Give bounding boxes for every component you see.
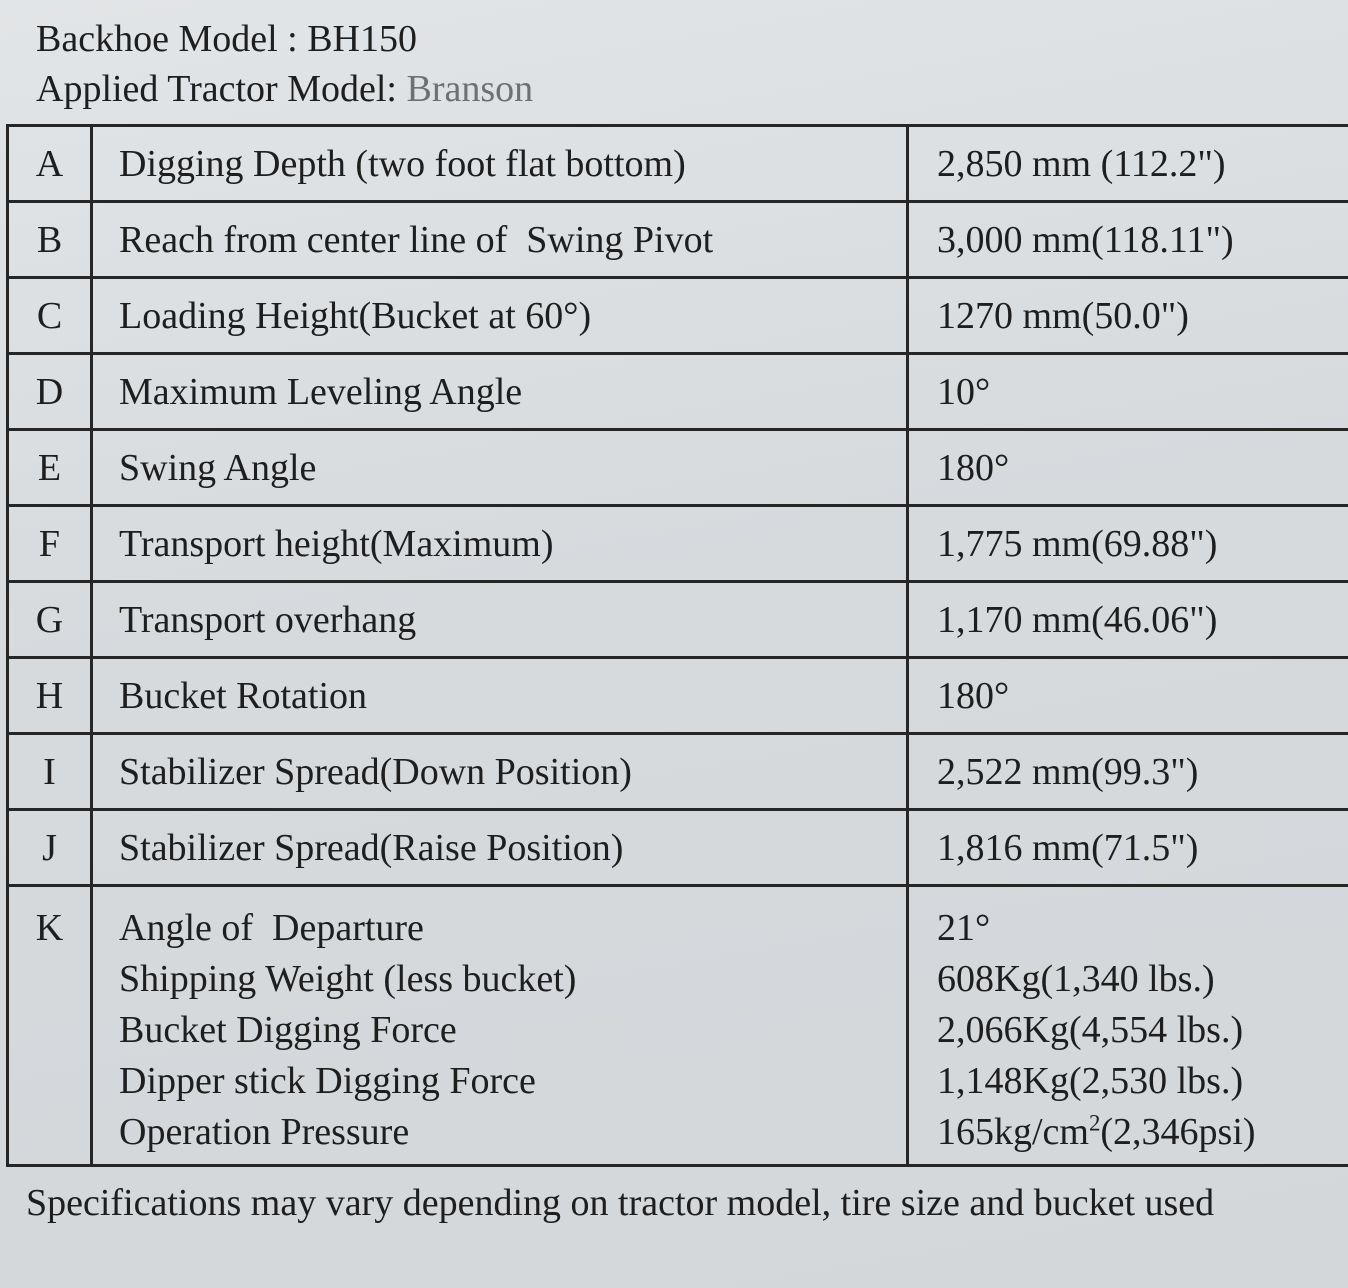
spec-sub-description: Operation Pressure [119,1111,410,1153]
tractor-model-value: Branson [406,68,534,110]
spec-key: E [8,430,92,506]
spec-description: Stabilizer Spread(Down Position) [92,734,908,810]
spec-row-i [8,734,1348,810]
spec-key: D [8,354,92,430]
spec-value: 10° [908,354,1348,430]
spec-key: J [8,810,92,886]
spec-description: Bucket Rotation [92,658,908,734]
spec-row-a [8,126,1348,202]
tractor-model-label: Applied Tractor Model: [36,68,397,110]
spec-value: 1270 mm(50.0") [908,278,1348,354]
spec-sub-description: Shipping Weight (less bucket) [119,958,577,1000]
spec-value: 1,775 mm(69.88") [908,506,1348,582]
spec-row-k [8,886,1348,1166]
spec-footnote: Specifications may vary depending on tractor model, tire size and bucket used [26,1182,1215,1224]
spec-value: 2,522 mm(99.3") [908,734,1348,810]
spec-key: A [8,126,92,202]
spec-sub-value [937,1107,1348,1158]
spec-key: B [8,202,92,278]
spec-description: Digging Depth (two foot flat bottom) [92,126,908,202]
spec-key: I [8,734,92,810]
spec-key: G [8,582,92,658]
spec-row-g [8,582,1348,658]
spec-key: C [8,278,92,354]
spec-header [36,14,533,114]
spec-table [6,124,1348,1167]
spec-key: K [8,886,92,1166]
spec-value-group [908,886,1348,1166]
spec-row-b [8,202,1348,278]
pressure-value-superscript: 2 [1088,1110,1101,1136]
spec-row-j [8,810,1348,886]
spec-description: Swing Angle [92,430,908,506]
spec-key: H [8,658,92,734]
tractor-model-line [36,64,533,114]
spec-key: F [8,506,92,582]
spec-description: Maximum Leveling Angle [92,354,908,430]
pressure-value-main: 165kg/cm [937,1111,1089,1153]
pressure-value-tail: (2,346psi) [1100,1111,1256,1153]
spec-sub-value: 1,148Kg(2,530 lbs.) [937,1060,1244,1102]
spec-description-group [92,886,908,1166]
backhoe-model-line: Backhoe Model : BH150 [36,18,418,60]
spec-sub-description: Angle of Departure [119,907,424,949]
spec-value: 2,850 mm (112.2") [908,126,1348,202]
spec-sub-value: 21° [937,907,991,949]
spec-value: 180° [908,658,1348,734]
spec-row-c [8,278,1348,354]
spec-row-e [8,430,1348,506]
spec-row-h [8,658,1348,734]
spec-description: Loading Height(Bucket at 60°) [92,278,908,354]
spec-sub-description: Bucket Digging Force [119,1009,457,1051]
spec-description: Stabilizer Spread(Raise Position) [92,810,908,886]
spec-sub-description: Dipper stick Digging Force [119,1060,536,1102]
spec-row-d [8,354,1348,430]
spec-value: 3,000 mm(118.11") [908,202,1348,278]
spec-description: Reach from center line of Swing Pivot [92,202,908,278]
spec-description: Transport height(Maximum) [92,506,908,582]
spec-value: 180° [908,430,1348,506]
spec-sub-value: 2,066Kg(4,554 lbs.) [937,1009,1244,1051]
spec-row-f [8,506,1348,582]
spec-description: Transport overhang [92,582,908,658]
spec-sub-value: 608Kg(1,340 lbs.) [937,958,1215,1000]
spec-value: 1,816 mm(71.5") [908,810,1348,886]
spec-value: 1,170 mm(46.06") [908,582,1348,658]
